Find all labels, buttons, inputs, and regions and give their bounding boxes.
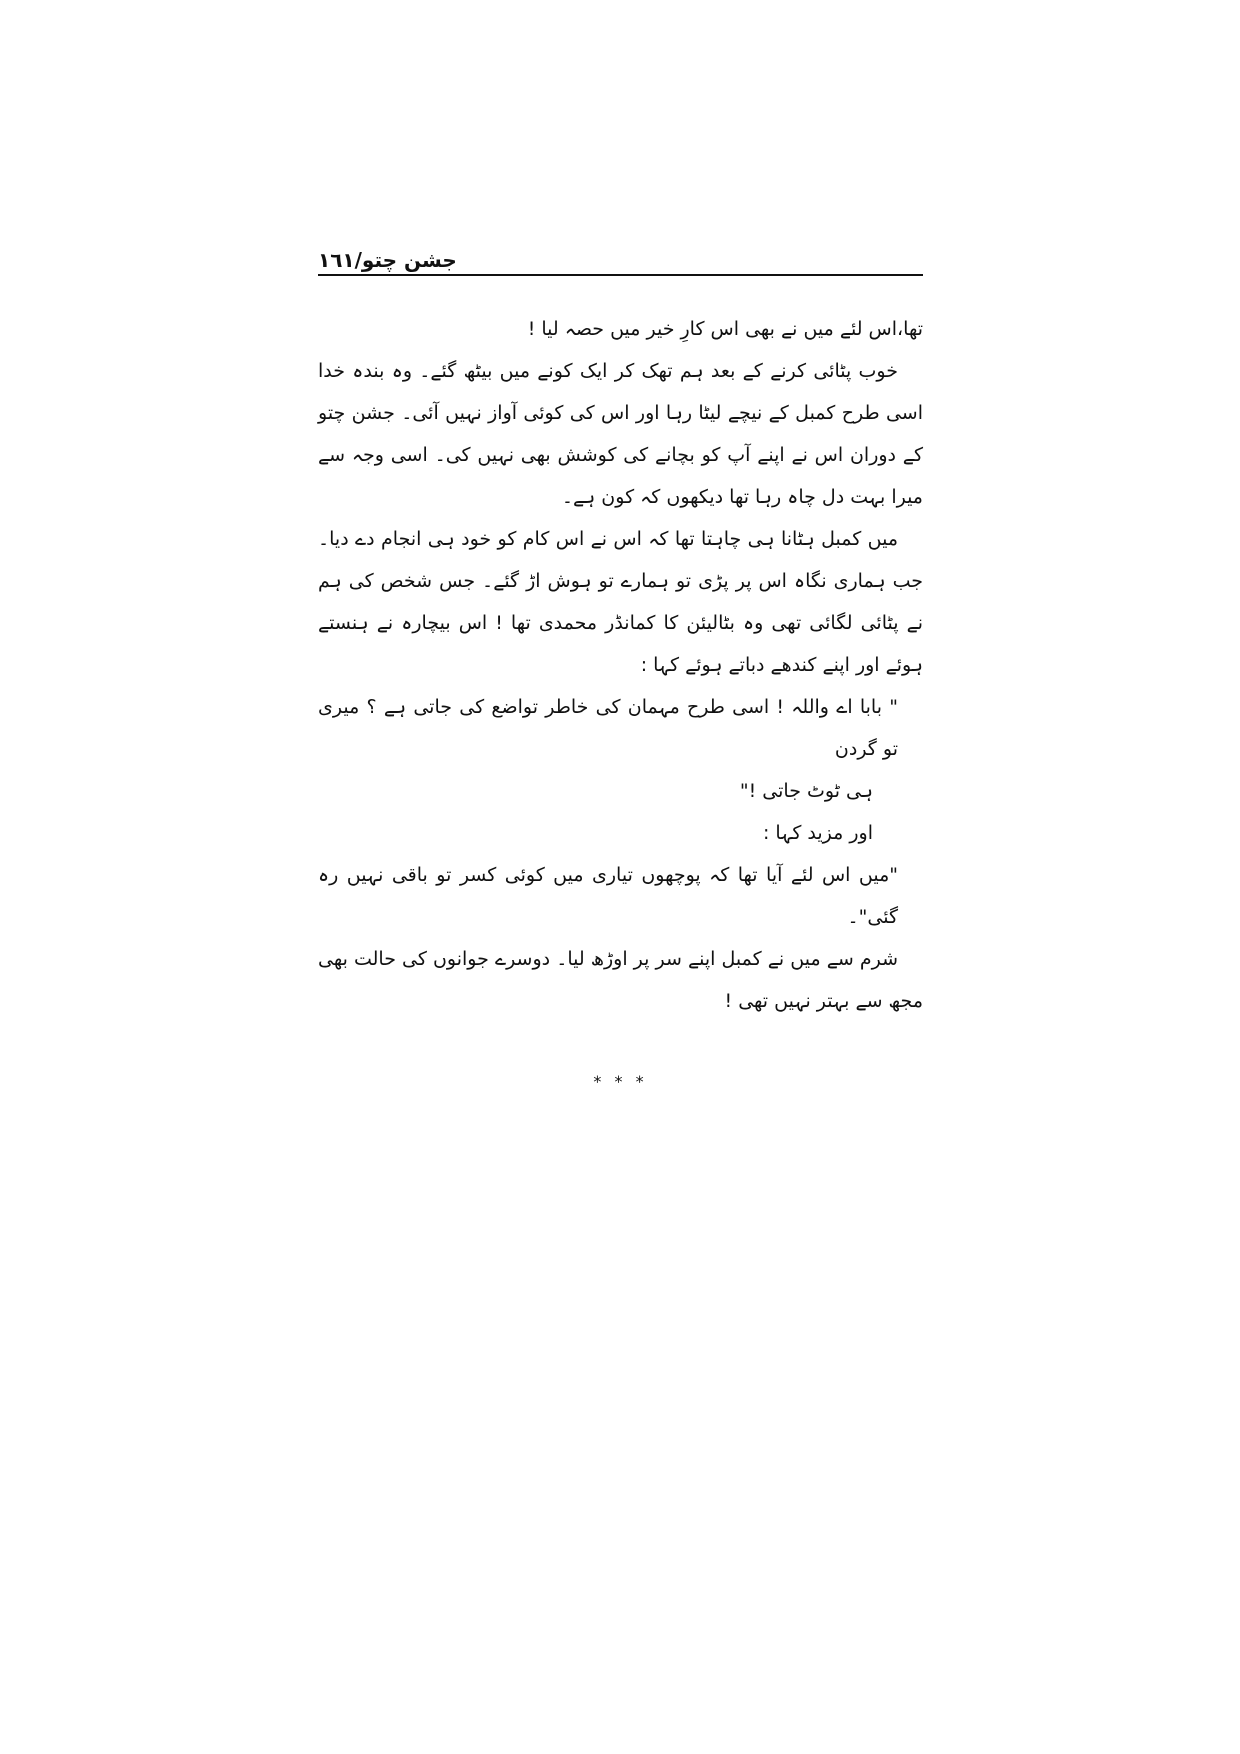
- header-rule: [318, 274, 923, 276]
- paragraph-continuation: تھا،اس لئے میں نے بھی اس کارِ خیر میں حصہ لیا !: [527, 318, 923, 340]
- paragraph: میں کمبل ہٹانا ہی چاہتا تھا کہ اس نے اس کام کو خود ہی انجام دے دیا۔ جب ہماری نگاہ اس پر پڑی تو ہمارے تو ہوش اڑ گئے۔ جس شخص کی ہم نے پٹائی لگائی تھی وہ بٹالیئن کا کمانڈر محمدی تھا ! اس بیچارہ نے ہنستے ہوئے اور اپنے کندھے دباتے ہوئے کہا :: [318, 528, 923, 676]
- quote-line: ہی ٹوٹ جاتی !": [739, 780, 873, 802]
- scene-break: * * *: [593, 1072, 648, 1091]
- paragraph: خوب پٹائی کرنے کے بعد ہم تھک کر ایک کونے میں بیٹھ گئے۔ وہ بندہ خدا اسی طرح کمبل کے نیچے لیٹا رہا اور اس کی کوئی آواز نہیں آئی۔ جشن چتو کے دوران اس نے اپنے آپ کو بچانے کی کوشش بھی نہیں کی۔ اسی وجہ سے میرا بہت دل چاہ رہا تھا دیکھوں کہ کون ہے۔: [318, 360, 923, 508]
- attribution-line: اور مزید کہا :: [762, 822, 873, 844]
- running-title: جشن چتو/١٦١: [318, 248, 457, 272]
- quote-line: "میں اس لئے آیا تھا کہ پوچھوں تیاری میں کوئی کسر تو باقی نہیں رہ گئی"۔: [318, 864, 898, 928]
- quote-line: " بابا اے واللہ ! اسی طرح مہمان کی خاطر تواضع کی جاتی ہے ؟ میری تو گردن: [318, 696, 898, 760]
- running-header: [318, 245, 923, 275]
- paragraph: شرم سے میں نے کمبل اپنے سر پر اوڑھ لیا۔ دوسرے جوانوں کی حالت بھی مجھ سے بہتر نہیں تھی !: [318, 948, 923, 1012]
- body-text: [318, 308, 923, 1022]
